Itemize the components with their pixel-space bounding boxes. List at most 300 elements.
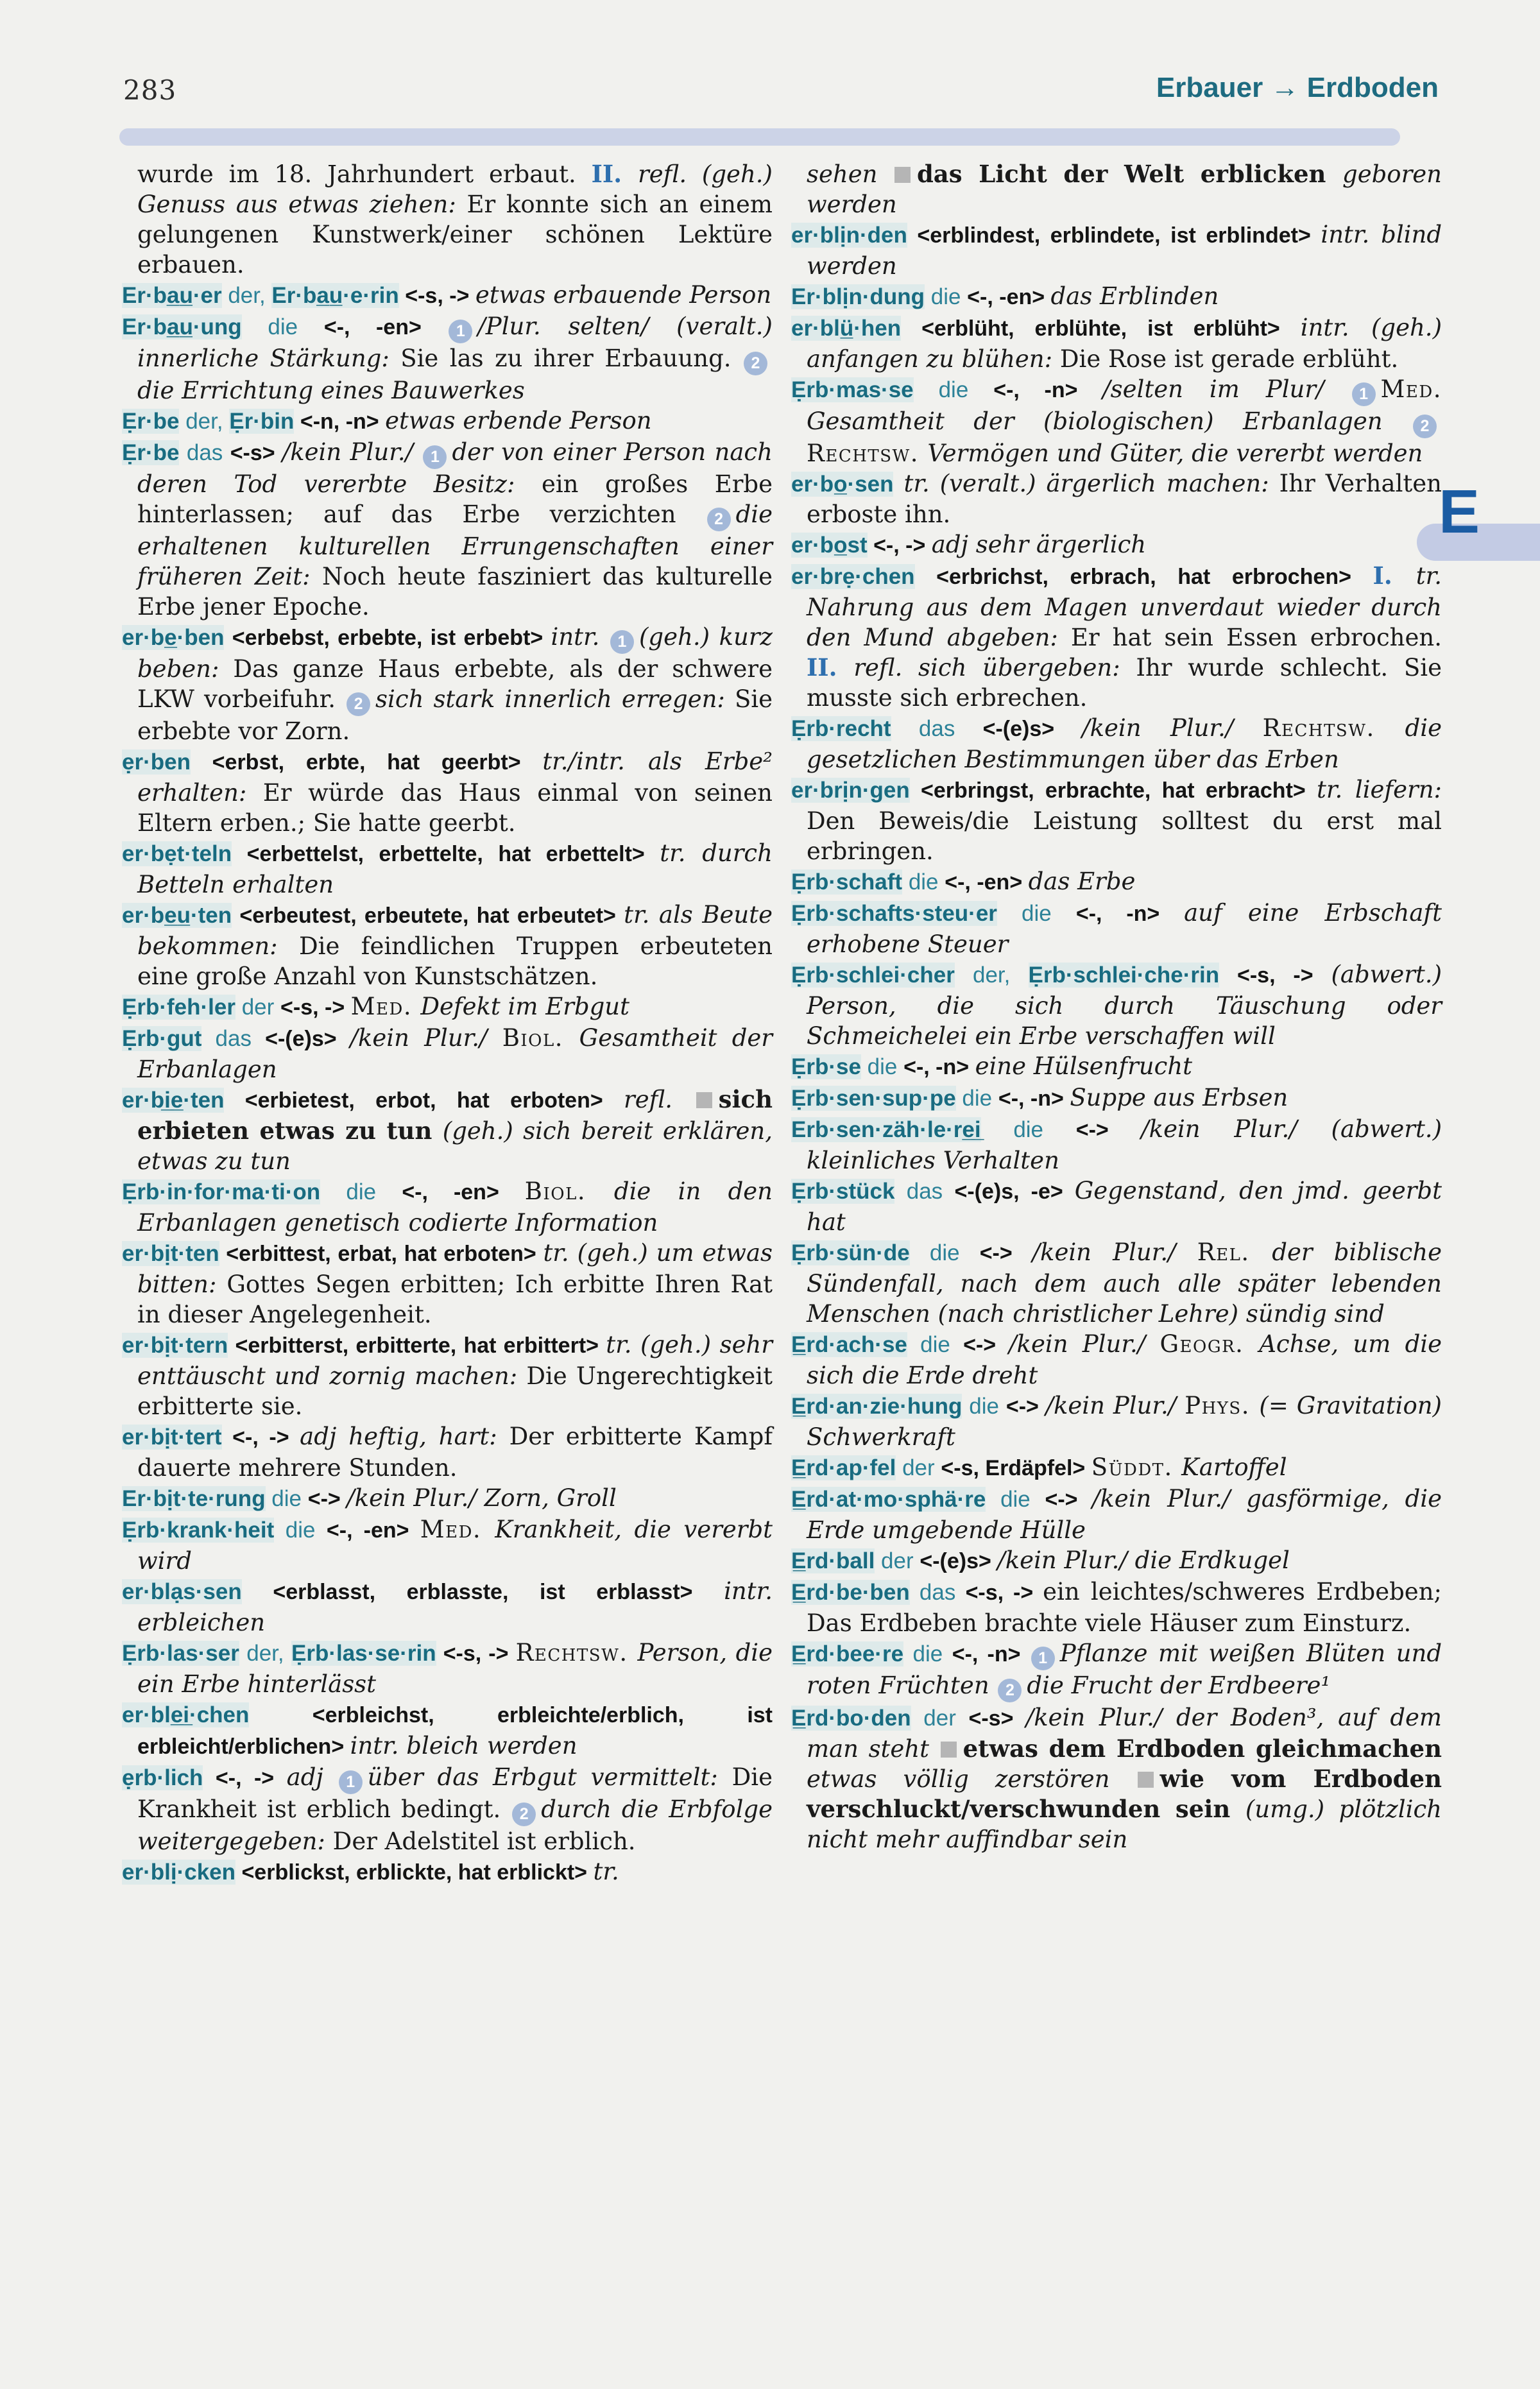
definition: (abwert.) Person, die sich durch Täuschung oder Schmeichelei ein Erbe verschaffen will xyxy=(807,961,1442,1050)
example: Die Krankheit ist erblich bedingt. xyxy=(137,1763,773,1823)
headword: er·bo̲st xyxy=(791,533,868,558)
inflection: <-, -n> xyxy=(903,1055,975,1079)
entry-continuation xyxy=(791,159,1442,219)
definition: Vermögen und Güter, die vererbt werden xyxy=(927,440,1423,467)
headword: er·bo̲·sen xyxy=(791,472,894,497)
letter-tab-label: E xyxy=(1439,477,1480,546)
headword: Ẹrb·schaft xyxy=(791,869,903,895)
dictionary-entry xyxy=(791,1702,1442,1854)
idiom-phrase: etwas dem Erdboden gleichmachen xyxy=(963,1734,1442,1763)
definition: Gesamtheit der Erbanlagen xyxy=(137,1024,773,1083)
dictionary-entry xyxy=(122,900,773,991)
headword: Ẹrb·schlei·cher xyxy=(791,963,955,988)
headword: er·blịn·den xyxy=(791,223,907,248)
definition: sehen xyxy=(807,160,893,188)
dictionary-entry xyxy=(791,1638,1442,1702)
inflection: <-> xyxy=(1005,1394,1046,1419)
example: Der erbitterte Kampf dauerte mehrere Stunden. xyxy=(137,1423,773,1482)
dictionary-entry xyxy=(122,991,773,1023)
definition: die erhaltenen kulturellen Errungenschaften einer früheren Zeit: xyxy=(137,501,773,590)
dictionary-entry xyxy=(791,1051,1442,1083)
usage-label: Rechtsw. xyxy=(1262,714,1405,742)
example: Gottes Segen erbitten; Ich erbitte Ihren Rat in dieser Angelegenheit. xyxy=(137,1271,773,1328)
definition: /selten im Plur/ xyxy=(1102,375,1351,403)
inflection: <-s, Erdäpfel> xyxy=(941,1456,1091,1480)
article: die xyxy=(903,1641,952,1666)
headword: Ẹrb·sen·sup·pe xyxy=(791,1086,956,1111)
definition: /kein Plur./ xyxy=(1082,714,1263,742)
headword: Ẹr·be xyxy=(122,409,180,434)
definition: tr. liefern: xyxy=(1317,776,1442,803)
inflection: <-> xyxy=(1075,1118,1142,1142)
inflection: <erbringst, erbrachte, hat erbracht> xyxy=(909,778,1317,803)
dictionary-entry xyxy=(122,1421,773,1483)
definition: die Frucht der Erdbeere¹ xyxy=(1027,1672,1331,1699)
article: die xyxy=(997,901,1076,926)
inflection: <erbebst, erbebte, ist erbebt> xyxy=(224,626,551,650)
headword: E̲rd·bo·den xyxy=(791,1706,911,1731)
example: ein leichtes/schweres Erdbeben; Das Erdbeben brachte viele Häuser zum Einsturz. xyxy=(807,1578,1442,1637)
definition: tr. (geh.) sehr enttäuscht und zornig machen: xyxy=(137,1331,773,1390)
article: das xyxy=(894,1179,955,1204)
definition: intr. erbleichen xyxy=(137,1577,773,1636)
article: der, xyxy=(221,283,272,308)
example: Die feindlichen Truppen erbeuteten eine große Anzahl von Kunstschätzen. xyxy=(137,932,773,990)
usage-label: Geogr. xyxy=(1159,1330,1260,1358)
headword: Er·ba̲u̲·er xyxy=(122,283,222,308)
definition: tr./intr. als Erbe² erhalten: xyxy=(137,748,773,807)
headword: er·bi̲e̲·ten xyxy=(122,1088,225,1113)
article: die xyxy=(986,1487,1045,1512)
idiom-phrase: wie vom Erdboden verschluckt/verschwunden sein xyxy=(807,1765,1442,1823)
sense-number-badge: 1 xyxy=(339,1770,363,1794)
usage-label: Rechtsw. xyxy=(807,440,928,467)
definition: tr. xyxy=(593,1858,619,1885)
definition: geboren werden xyxy=(807,160,1442,218)
definition: refl. xyxy=(624,1086,695,1113)
dictionary-entry xyxy=(122,1514,773,1576)
dictionary-entry xyxy=(791,866,1442,898)
example: Noch heute fasziniert das kulturelle Erbe jener Epoche. xyxy=(137,563,773,621)
definition: der biblische Sündenfall, nach dem auch alle später lebenden Menschen (nach christlicher Lehre) sündig sind xyxy=(807,1238,1442,1328)
inflection: <erblüht, erblühte, ist erblüht> xyxy=(901,316,1301,341)
dictionary-entry xyxy=(791,281,1442,313)
roman-numeral: I. xyxy=(1373,561,1416,590)
definition: die in den Erbanlagen genetisch codierte Information xyxy=(137,1177,773,1237)
article: die xyxy=(913,377,994,402)
inflection: <erbettelst, erbettelte, hat erbettelt> xyxy=(232,842,660,866)
article: das xyxy=(179,440,230,465)
inflection: <-s, -> xyxy=(280,995,351,1020)
dictionary-entry xyxy=(791,529,1442,561)
dictionary-entry xyxy=(791,1083,1442,1114)
dictionary-entry xyxy=(791,1114,1442,1176)
article: der xyxy=(911,1706,969,1731)
article: der, xyxy=(179,409,230,434)
headword: er·ble̲i̲·chen xyxy=(122,1702,250,1727)
dictionary-entry xyxy=(122,1238,773,1330)
headword: Er·ba̲u̲·e·rin xyxy=(271,283,399,308)
definition: durch die Erbfolge weitergegeben: xyxy=(137,1795,773,1855)
article: die xyxy=(962,1394,1006,1419)
sense-number-badge: 2 xyxy=(1413,415,1437,438)
article: das xyxy=(201,1026,266,1051)
inflection: <-, -en> xyxy=(323,315,448,339)
sense-number-badge: 1 xyxy=(610,630,634,654)
headword: E̲rd·be·ben xyxy=(791,1580,910,1605)
headword: Ẹrb·recht xyxy=(791,716,891,741)
inflection: <-n, -n> xyxy=(294,409,386,434)
headword: E̲rd·ap·fel xyxy=(791,1455,896,1480)
inflection: <-s, -> xyxy=(1219,963,1331,988)
dictionary-entry xyxy=(791,468,1442,529)
guide-words: Erbauer → Erdboden xyxy=(1156,72,1439,103)
dictionary-entry xyxy=(791,775,1442,866)
inflection: <-, -n> xyxy=(1075,902,1185,926)
headword: Ẹrb·mas·se xyxy=(791,377,914,402)
sense-number-badge: 1 xyxy=(1352,382,1376,406)
definition: Person, die ein Erbe hinterlässt xyxy=(137,1639,773,1698)
dictionary-entry xyxy=(122,1023,773,1084)
headword: er·brẹ·chen xyxy=(791,564,915,589)
idiom-square-icon xyxy=(894,167,911,183)
headword: Ẹrb·las·se·rin xyxy=(291,1641,436,1666)
inflection: <erbst, erbte, hat geerbt> xyxy=(190,750,543,775)
headword: er·bịt·tern xyxy=(122,1333,228,1358)
dictionary-entry xyxy=(791,1452,1442,1484)
example: Sie las zu ihrer Erbauung. xyxy=(400,345,742,372)
dictionary-entry xyxy=(791,713,1442,775)
headword: Ẹr·bin xyxy=(229,409,295,434)
inflection: <-s, -> xyxy=(965,1580,1043,1605)
example: Das ganze Haus erbebte, als der schwere LKW vorbeifuhr. xyxy=(137,655,773,713)
definition: intr. bleich werden xyxy=(350,1732,578,1760)
definition: intr. (geh.) anfangen zu blühen: xyxy=(807,314,1442,373)
article: der xyxy=(235,995,281,1020)
usage-label: Rechtsw. xyxy=(515,1639,638,1666)
inflection: <erbittest, erbat, hat erboten> xyxy=(219,1242,543,1266)
headword: Ẹrb·krank·heit xyxy=(122,1518,275,1543)
definition: tr. (veralt.) ärgerlich machen: xyxy=(893,470,1279,497)
definition: refl. sich übergeben: xyxy=(853,654,1136,681)
article: die xyxy=(902,869,945,895)
definition: das Erbe xyxy=(1028,868,1136,895)
inflection: <-> xyxy=(1045,1487,1092,1512)
roman-numeral: II. xyxy=(807,653,854,681)
roman-numeral: II. xyxy=(591,160,638,188)
definition: tr. durch Betteln erhalten xyxy=(137,839,773,898)
dictionary-entry xyxy=(791,374,1442,468)
inflection: <-> xyxy=(307,1487,347,1511)
article: die xyxy=(265,1486,308,1511)
definition: tr. als Beute bekommen: xyxy=(137,901,773,960)
headword: er·blü̲·hen xyxy=(791,316,902,341)
article: die xyxy=(860,1054,904,1079)
usage-label: Med. xyxy=(350,993,421,1020)
definition: /kein Plur./ xyxy=(350,1024,502,1052)
example: Er würde das Haus einmal von seinen Eltern erben.; Sie hatte geerbt. xyxy=(137,779,773,837)
definition: Achse, um die sich die Erde dreht xyxy=(807,1330,1442,1389)
definition: adj sehr ärgerlich xyxy=(931,531,1147,558)
dictionary-entry xyxy=(791,898,1442,959)
headword: E̲rd·bee·re xyxy=(791,1641,904,1666)
example: wurde im 18. Jahrhundert erbaut. xyxy=(137,160,592,188)
dictionary-entry xyxy=(122,1176,773,1238)
definition: /kein Plur./ der Boden³, auf dem man steht xyxy=(807,1704,1442,1763)
inflection: <-, -en> xyxy=(945,870,1029,895)
example: Den Beweis/die Leistung solltest du erst mal erbringen. xyxy=(807,807,1442,865)
definition: etwas erbende Person xyxy=(385,407,652,434)
inflection: <erblickst, erblickte, hat erblickt> xyxy=(235,1860,594,1885)
headword: er·bịt·tert xyxy=(122,1425,222,1450)
inflection: <-(e)s> xyxy=(920,1549,998,1573)
headword: ẹrb·lich xyxy=(122,1765,203,1790)
definition: /kein Plur./ die Erdkugel xyxy=(997,1546,1290,1574)
headword: Ẹrb·se xyxy=(791,1054,861,1079)
definition: tr. (geh.) um etwas bitten: xyxy=(137,1239,773,1298)
definition: etwas völlig zerstören xyxy=(807,1765,1136,1793)
idiom-square-icon xyxy=(696,1092,712,1108)
headword: er·blị·cken xyxy=(122,1860,235,1885)
inflection: <-> xyxy=(963,1333,1009,1357)
dictionary-entry xyxy=(791,219,1442,281)
headword: er·bịt·ten xyxy=(122,1241,219,1266)
inflection: <-s> xyxy=(230,441,282,465)
inflection: <-s, -> xyxy=(398,284,475,308)
inflection: <erbitterst, erbitterte, hat erbittert> xyxy=(228,1333,606,1358)
sense-number-badge: 2 xyxy=(744,352,767,375)
inflection: <-(e)s> xyxy=(982,717,1082,741)
definition: /kein Plur./ xyxy=(1045,1392,1185,1419)
inflection: <-, -en> xyxy=(402,1180,525,1204)
sense-number-badge: 1 xyxy=(423,445,447,469)
definition: die gesetzlichen Bestimmungen über das Erben xyxy=(807,714,1442,773)
headword: er·brịn·gen xyxy=(791,778,910,803)
dictionary-entry xyxy=(791,959,1442,1051)
dictionary-entry xyxy=(122,1699,773,1762)
entry-continuation xyxy=(122,159,773,280)
dictionary-entry xyxy=(791,1545,1442,1577)
inflection: <-s> xyxy=(968,1706,1026,1731)
idiom-phrase: sich erbieten etwas zu tun xyxy=(137,1085,773,1145)
inflection: <-, -en> xyxy=(967,285,1051,309)
definition: (umg.) plötzlich nicht mehr auffindbar sein xyxy=(807,1795,1442,1853)
headword: Ẹrb·feh·ler xyxy=(122,995,235,1020)
article: die xyxy=(925,284,968,309)
headword: E̲rd·ach·se xyxy=(791,1332,907,1357)
dictionary-entry xyxy=(122,437,773,622)
dictionary-entry xyxy=(122,1330,773,1421)
definition: /kein Plur./ xyxy=(1032,1238,1197,1266)
article: der, xyxy=(954,963,1029,988)
definition: Kartoffel xyxy=(1181,1453,1287,1481)
headword: Ẹrb·stück xyxy=(791,1179,895,1204)
dictionary-entry xyxy=(791,1577,1442,1638)
sense-number-badge: 1 xyxy=(449,320,472,343)
article: der xyxy=(875,1548,920,1573)
headword: er·blạs·sen xyxy=(122,1579,242,1604)
headword: Erb·sen·zäh·le·re̲i̲ xyxy=(791,1117,981,1142)
headword: E̲rd·ball xyxy=(791,1548,875,1573)
inflection: <-, -> xyxy=(867,533,932,558)
article: die xyxy=(274,1518,327,1543)
definition: die Errichtung eines Bauwerkes xyxy=(137,377,525,404)
dictionary-entry xyxy=(122,311,773,406)
idiom-phrase: das Licht der Welt erblicken xyxy=(916,160,1343,188)
sense-number-badge: 1 xyxy=(1031,1647,1055,1670)
dictionary-entry xyxy=(791,1329,1442,1391)
usage-label: Biol. xyxy=(502,1024,579,1052)
headword: er·be̲·ben xyxy=(122,625,225,650)
inflection: <-> xyxy=(979,1241,1032,1265)
definition: (geh.) kurz beben: xyxy=(137,623,773,683)
definition: adj xyxy=(286,1763,338,1791)
example: Sie erbebte vor Zorn. xyxy=(137,685,773,745)
article: der xyxy=(896,1455,941,1480)
definition: adj heftig, hart: xyxy=(300,1423,509,1450)
header-rule-bar xyxy=(119,128,1400,146)
definition: (geh.) sich bereit erklären, etwas zu tun xyxy=(137,1117,773,1175)
dictionary-entry xyxy=(122,280,773,311)
example: Ihr Verhalten erboste ihn. xyxy=(807,470,1442,528)
article: die xyxy=(907,1332,964,1357)
headword: Ẹrb·schafts·steu·er xyxy=(791,901,997,926)
definition: /kein Plur./ (abwert.) kleinliches Verhalten xyxy=(807,1115,1442,1174)
example: Der Adelstitel ist erblich. xyxy=(332,1828,636,1855)
definition: etwas erbauende Person xyxy=(475,281,772,309)
column-left xyxy=(122,159,773,1888)
definition: /kein Plur./ gasförmige, die Erde umgebende Hülle xyxy=(807,1485,1442,1544)
inflection: <erblasst, erblasste, ist erblasst> xyxy=(241,1580,724,1604)
dictionary-entry xyxy=(791,561,1442,713)
headword: er·bẹt·teln xyxy=(122,841,232,866)
sense-number-badge: 2 xyxy=(707,508,731,531)
dictionary-entry xyxy=(791,313,1442,374)
headword: Ẹrb·sün·de xyxy=(791,1240,910,1265)
definition: Krankheit, die vererbt wird xyxy=(137,1516,773,1575)
definition: Gesamtheit der (biologischen) Erbanlagen xyxy=(807,407,1412,435)
article: die xyxy=(320,1179,402,1204)
headword: Ẹrb·gut xyxy=(122,1026,202,1051)
inflection: <-s, -> xyxy=(436,1641,516,1666)
dictionary-entry xyxy=(122,406,773,437)
definition: /kein Plur./ Zorn, Groll xyxy=(346,1484,617,1512)
example: Ihr wurde schlecht. Sie musste sich erbrechen. xyxy=(807,654,1442,712)
definition: Gegenstand, den jmd. geerbt hat xyxy=(807,1177,1442,1236)
usage-label: Med. xyxy=(1380,375,1442,403)
headword: Ẹrb·in·for·ma·ti·on xyxy=(122,1179,321,1204)
dictionary-entry xyxy=(122,1084,773,1176)
headword: ẹr·ben xyxy=(122,749,191,775)
dictionary-entry xyxy=(122,746,773,838)
usage-label: Rel. xyxy=(1197,1238,1272,1266)
headword: Er·blịn·dung xyxy=(791,284,925,309)
definition: sich stark innerlich erregen: xyxy=(375,685,735,713)
example: ein großes Erbe hinterlassen; auf das Erbe verzichten xyxy=(137,470,773,528)
dictionary-entry xyxy=(122,1638,773,1699)
sense-number-badge: 2 xyxy=(346,692,370,716)
headword: Er·bịt·te·rung xyxy=(122,1486,266,1511)
definition: /kein Plur./ xyxy=(282,438,422,466)
inflection: <-, -en> xyxy=(326,1518,420,1543)
idiom-square-icon xyxy=(1138,1772,1154,1788)
inflection: <-, -n> xyxy=(998,1086,1070,1111)
article: die xyxy=(980,1117,1076,1142)
usage-label: Süddt. xyxy=(1091,1453,1182,1481)
definition: auf eine Erbschaft erhobene Steuer xyxy=(807,899,1442,958)
headword: Ẹr·be xyxy=(122,440,180,465)
definition: Suppe aus Erbsen xyxy=(1070,1084,1288,1111)
definition: Defekt im Erbgut xyxy=(420,993,630,1020)
inflection: <erbleichst, erbleichte/erblich, ist erbleicht/erblichen> xyxy=(137,1703,773,1759)
inflection: <-(e)s, -e> xyxy=(954,1179,1075,1204)
dictionary-entry xyxy=(791,1237,1442,1329)
dictionary-entry xyxy=(791,1484,1442,1545)
definition: refl. (geh.) Genuss aus etwas ziehen: xyxy=(137,160,773,218)
dictionary-entry xyxy=(122,1483,773,1514)
inflection: <erblindest, erblindete, ist erblindet> xyxy=(907,223,1321,248)
definition: das Erblinden xyxy=(1050,282,1219,310)
definition: über das Erbgut vermittelt: xyxy=(367,1763,732,1791)
headword: er·be̲u̲·ten xyxy=(122,903,232,928)
article: der, xyxy=(239,1641,291,1666)
definition: tr. Nahrung aus dem Magen unverdaut wieder durch den Mund abgeben: xyxy=(807,562,1442,651)
definition: intr. xyxy=(551,623,609,651)
dictionary-entry xyxy=(122,838,773,900)
dictionary-entry xyxy=(122,1762,773,1856)
dictionary-entry xyxy=(791,1391,1442,1452)
headword: Ẹrb·las·ser xyxy=(122,1641,239,1666)
usage-label: Biol. xyxy=(524,1177,614,1205)
definition: (= Gravitation) Schwerkraft xyxy=(807,1392,1442,1451)
dictionary-entry xyxy=(122,1576,773,1638)
article: die xyxy=(955,1086,998,1111)
definition: Pflanze mit weißen Blüten und roten Früchten xyxy=(807,1640,1442,1699)
headword: Ẹrb·schlei·che·rin xyxy=(1028,963,1220,988)
dictionary-entry xyxy=(122,1856,773,1888)
headword: E̲rd·at·mo·sphä·re xyxy=(791,1487,986,1512)
usage-label: Phys. xyxy=(1185,1392,1260,1419)
page-number: 283 xyxy=(123,74,177,106)
inflection: <erbietest, erbot, hat erboten> xyxy=(224,1088,624,1113)
usage-label: Med. xyxy=(420,1516,495,1543)
inflection: <erbeutest, erbeutete, hat erbeutet> xyxy=(232,903,624,928)
inflection: <erbrichst, erbrach, hat erbrochen> xyxy=(914,565,1373,589)
example: Die Rose ist gerade erblüht. xyxy=(1059,345,1399,373)
article: das xyxy=(891,716,983,741)
article: die xyxy=(241,314,324,339)
definition: /kein Plur./ xyxy=(1009,1330,1160,1358)
dictionary-entry xyxy=(791,1176,1442,1237)
inflection: <-, -n> xyxy=(993,378,1103,402)
definition: der von einer Person nach deren Tod vererbte Besitz: xyxy=(137,438,773,498)
idiom-square-icon xyxy=(941,1742,957,1758)
article: die xyxy=(909,1240,980,1265)
headword: Er·ba̲u̲·ung xyxy=(122,314,242,339)
article: das xyxy=(909,1580,966,1605)
definition: eine Hülsenfrucht xyxy=(975,1052,1193,1080)
headword: E̲rd·an·zie·hung xyxy=(791,1394,963,1419)
definition: /Plur. selten/ (veralt.) innerliche Stärkung: xyxy=(137,313,773,372)
inflection: <-(e)s> xyxy=(265,1027,350,1051)
example: Er konnte sich an einem gelungenen Kunstwerk/einer schönen Lektüre erbauen. xyxy=(137,191,773,278)
sense-number-badge: 2 xyxy=(998,1679,1022,1702)
inflection: <-, -> xyxy=(203,1766,287,1790)
sense-number-badge: 2 xyxy=(512,1802,536,1826)
column-right xyxy=(791,159,1442,1854)
inflection: <-, -n> xyxy=(952,1642,1030,1666)
example: Er hat sein Essen erbrochen. xyxy=(1070,624,1442,651)
